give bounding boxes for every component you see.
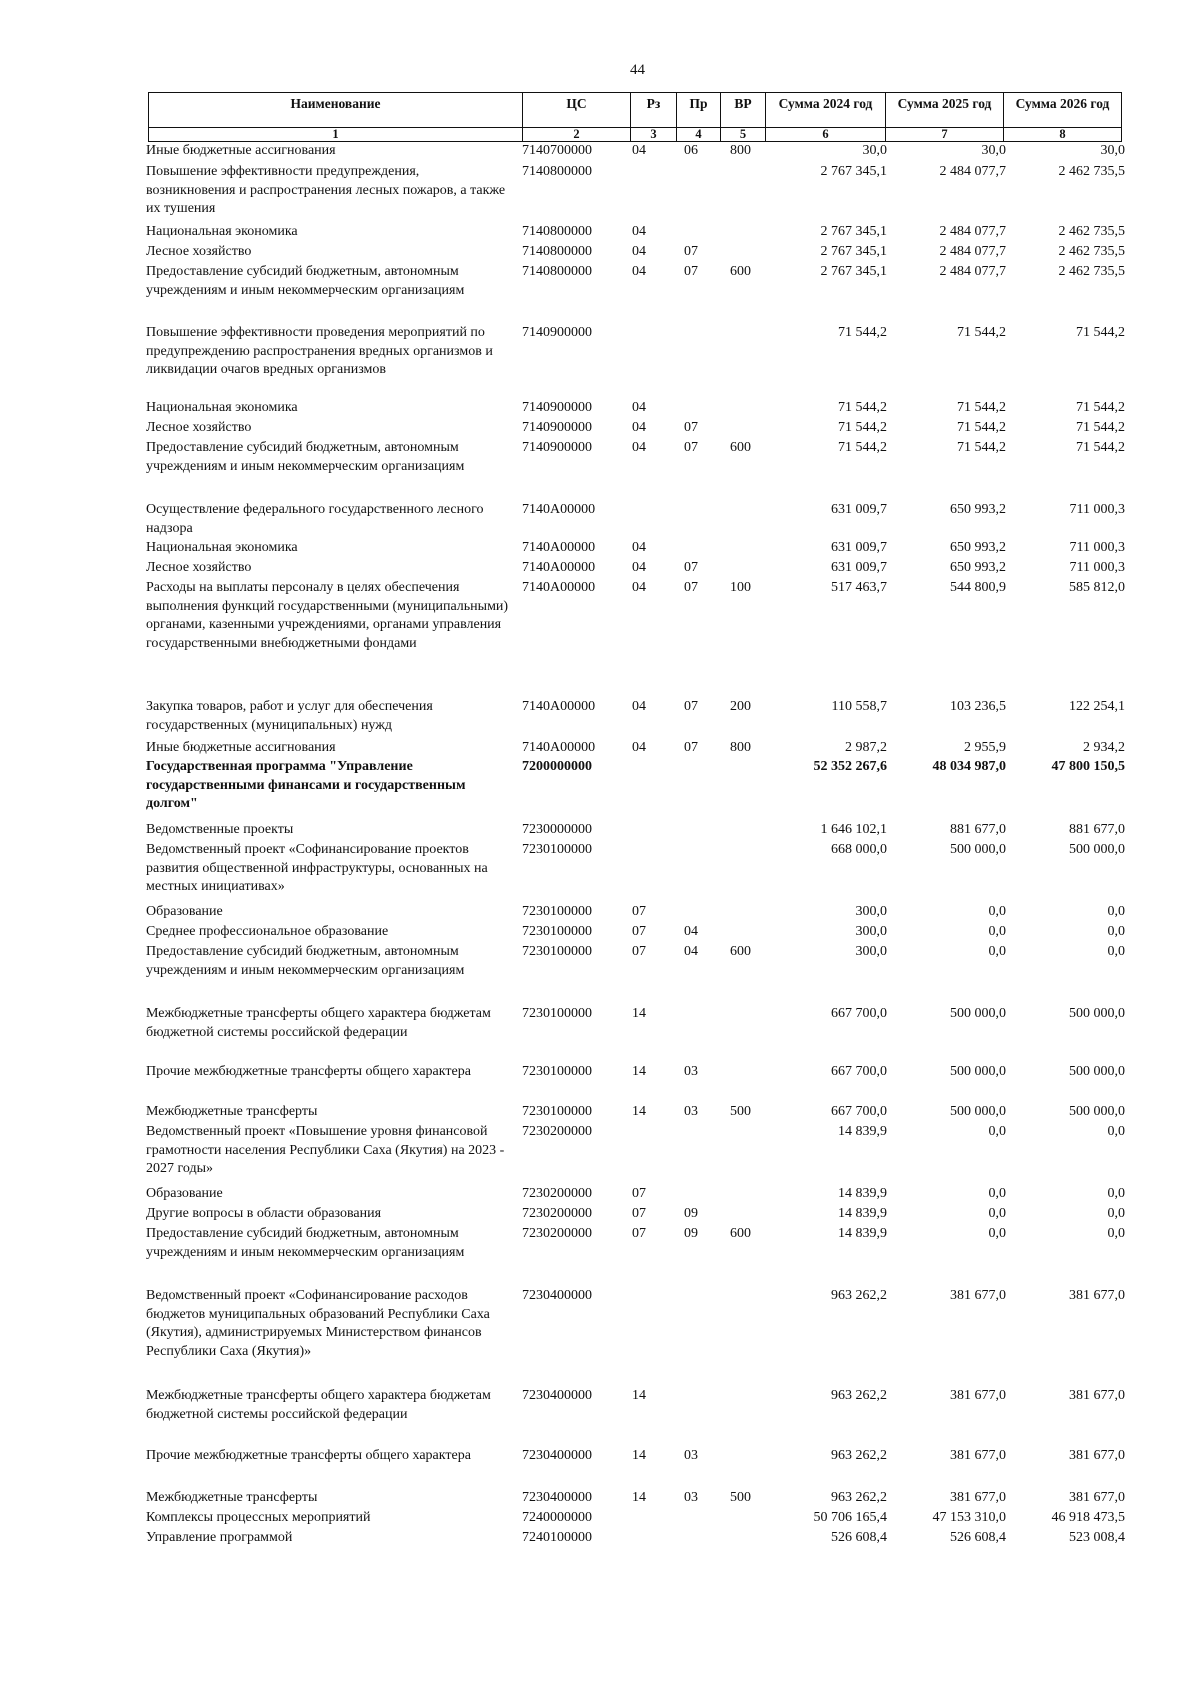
row-sum-2026: 0,0 bbox=[1107, 1186, 1125, 1201]
row-sum-2026: 0,0 bbox=[1107, 1206, 1125, 1221]
row-rz: 04 bbox=[632, 740, 646, 755]
row-sum-2026: 523 008,4 bbox=[1069, 1530, 1125, 1545]
row-pr: 09 bbox=[684, 1206, 698, 1221]
row-rz: 07 bbox=[632, 1226, 646, 1241]
row-sum-2026: 0,0 bbox=[1107, 924, 1125, 939]
header-vr: ВР bbox=[721, 93, 766, 128]
row-sum-2024: 30,0 bbox=[862, 143, 887, 158]
row-name: Другие вопросы в области образования bbox=[146, 1206, 382, 1221]
row-name: Иные бюджетные ассигнования bbox=[146, 143, 336, 158]
row-pr: 07 bbox=[684, 420, 698, 435]
row-pr: 03 bbox=[684, 1448, 698, 1463]
row-cs: 7140800000 bbox=[522, 244, 592, 259]
row-sum-2025: 71 544,2 bbox=[957, 440, 1006, 455]
row-sum-2026: 2 462 735,5 bbox=[1058, 244, 1125, 259]
row-sum-2024: 71 544,2 bbox=[838, 440, 887, 455]
row-rz: 07 bbox=[632, 924, 646, 939]
row-name: Межбюджетные трансферты общего характера бюджетам бюджетной системы российской федерации bbox=[146, 1388, 491, 1422]
row-name: Управление программой bbox=[146, 1530, 293, 1545]
header-sum-2024: Сумма 2024 год bbox=[766, 93, 886, 128]
row-name: Межбюджетные трансферты общего характера бюджетам бюджетной системы российской федерации bbox=[146, 1006, 491, 1040]
row-cs: 7140A00000 bbox=[522, 699, 596, 714]
row-cs: 7230100000 bbox=[522, 904, 592, 919]
row-vr: 800 bbox=[730, 143, 751, 158]
row-sum-2025: 500 000,0 bbox=[950, 1064, 1006, 1079]
row-sum-2025: 0,0 bbox=[988, 904, 1006, 919]
row-sum-2025: 0,0 bbox=[988, 924, 1006, 939]
row-sum-2025: 500 000,0 bbox=[950, 1104, 1006, 1119]
row-name: Расходы на выплаты персоналу в целях обеспечения выполнения функций государственными (муниципальными) органами, казенными учреждениями, органами управления государственными внебюджетными фондами bbox=[146, 580, 509, 651]
row-rz: 04 bbox=[632, 420, 646, 435]
row-sum-2025: 650 993,2 bbox=[950, 560, 1006, 575]
row-sum-2026: 71 544,2 bbox=[1076, 400, 1125, 415]
row-name: Образование bbox=[146, 1186, 223, 1201]
row-sum-2026: 2 934,2 bbox=[1083, 740, 1125, 755]
header-name: Наименование bbox=[149, 93, 523, 128]
row-name: Комплексы процессных мероприятий bbox=[146, 1510, 371, 1525]
row-sum-2024: 963 262,2 bbox=[831, 1448, 887, 1463]
row-name: Повышение эффективности предупреждения, возникновения и распространения лесных пожаров, а также их тушения bbox=[146, 164, 506, 216]
row-sum-2025: 2 484 077,7 bbox=[939, 224, 1006, 239]
row-sum-2024: 526 608,4 bbox=[831, 1530, 887, 1545]
row-name: Ведомственный проект «Софинансирование расходов бюджетов муниципальных образований Республики Саха (Якутия), администрируемых Министерством финансов Республики Саха (Якутия)» bbox=[146, 1288, 490, 1359]
row-sum-2025: 2 484 077,7 bbox=[939, 244, 1006, 259]
row-cs: 7230100000 bbox=[522, 944, 592, 959]
header-rz: Рз bbox=[631, 93, 677, 128]
row-cs: 7140700000 bbox=[522, 143, 592, 158]
row-cs: 7230200000 bbox=[522, 1206, 592, 1221]
header-num-8: 8 bbox=[1004, 128, 1122, 142]
row-sum-2026: 711 000,3 bbox=[1069, 502, 1125, 517]
row-cs: 7240000000 bbox=[522, 1510, 592, 1525]
row-vr: 200 bbox=[730, 699, 751, 714]
header-num-3: 3 bbox=[631, 128, 677, 142]
row-name: Ведомственный проект «Софинансирование проектов развития общественной инфраструктуры, основанных на местных инициативах» bbox=[146, 842, 488, 894]
row-sum-2024: 631 009,7 bbox=[831, 560, 887, 575]
row-cs: 7140800000 bbox=[522, 164, 592, 179]
row-cs: 7230000000 bbox=[522, 822, 592, 837]
row-name: Национальная экономика bbox=[146, 540, 298, 555]
row-sum-2024: 667 700,0 bbox=[831, 1104, 887, 1119]
row-cs: 7230100000 bbox=[522, 1104, 592, 1119]
header-num-6: 6 bbox=[766, 128, 886, 142]
row-cs: 7140900000 bbox=[522, 440, 592, 455]
row-cs: 7140800000 bbox=[522, 224, 592, 239]
row-rz: 04 bbox=[632, 560, 646, 575]
row-sum-2026: 71 544,2 bbox=[1076, 440, 1125, 455]
row-rz: 14 bbox=[632, 1388, 646, 1403]
row-sum-2026: 2 462 735,5 bbox=[1058, 224, 1125, 239]
row-name: Образование bbox=[146, 904, 223, 919]
row-vr: 100 bbox=[730, 580, 751, 595]
row-sum-2025: 47 153 310,0 bbox=[932, 1510, 1006, 1525]
row-rz: 04 bbox=[632, 540, 646, 555]
row-cs: 7140900000 bbox=[522, 420, 592, 435]
row-sum-2026: 0,0 bbox=[1107, 904, 1125, 919]
row-sum-2024: 71 544,2 bbox=[838, 420, 887, 435]
row-sum-2024: 300,0 bbox=[855, 904, 887, 919]
row-pr: 07 bbox=[684, 264, 698, 279]
row-sum-2025: 2 955,9 bbox=[964, 740, 1006, 755]
row-sum-2026: 47 800 150,5 bbox=[1051, 759, 1125, 774]
row-sum-2026: 122 254,1 bbox=[1069, 699, 1125, 714]
row-sum-2024: 300,0 bbox=[855, 924, 887, 939]
row-cs: 7230200000 bbox=[522, 1226, 592, 1241]
row-name: Предоставление субсидий бюджетным, автономным учреждениям и иным некоммерческим организациям bbox=[146, 264, 465, 298]
row-pr: 03 bbox=[684, 1064, 698, 1079]
row-sum-2024: 52 352 267,6 bbox=[813, 759, 887, 774]
row-pr: 04 bbox=[684, 924, 698, 939]
row-sum-2026: 0,0 bbox=[1107, 944, 1125, 959]
row-sum-2025: 0,0 bbox=[988, 1186, 1006, 1201]
row-name: Ведомственные проекты bbox=[146, 822, 294, 837]
row-rz: 14 bbox=[632, 1490, 646, 1505]
row-name: Предоставление субсидий бюджетным, автономным учреждениям и иным некоммерческим организациям bbox=[146, 1226, 465, 1260]
row-sum-2025: 0,0 bbox=[988, 1124, 1006, 1139]
row-pr: 07 bbox=[684, 740, 698, 755]
row-sum-2025: 0,0 bbox=[988, 1226, 1006, 1241]
header-num-7: 7 bbox=[886, 128, 1004, 142]
row-sum-2024: 71 544,2 bbox=[838, 325, 887, 340]
row-name: Предоставление субсидий бюджетным, автономным учреждениям и иным некоммерческим организациям bbox=[146, 944, 465, 978]
row-cs: 7230100000 bbox=[522, 842, 592, 857]
row-cs: 7140A00000 bbox=[522, 540, 596, 555]
row-name: Прочие межбюджетные трансферты общего характера bbox=[146, 1064, 471, 1079]
row-sum-2024: 300,0 bbox=[855, 944, 887, 959]
row-vr: 600 bbox=[730, 440, 751, 455]
row-sum-2026: 71 544,2 bbox=[1076, 420, 1125, 435]
row-sum-2024: 50 706 165,4 bbox=[813, 1510, 887, 1525]
row-sum-2026: 711 000,3 bbox=[1069, 560, 1125, 575]
row-vr: 600 bbox=[730, 1226, 751, 1241]
row-sum-2026: 0,0 bbox=[1107, 1226, 1125, 1241]
row-vr: 600 bbox=[730, 264, 751, 279]
header-num-1: 1 bbox=[149, 128, 523, 142]
header-sum-2025: Сумма 2025 год bbox=[886, 93, 1004, 128]
row-sum-2024: 14 839,9 bbox=[838, 1206, 887, 1221]
row-sum-2025: 103 236,5 bbox=[950, 699, 1006, 714]
row-cs: 7140A00000 bbox=[522, 740, 596, 755]
row-rz: 04 bbox=[632, 440, 646, 455]
row-sum-2025: 544 800,9 bbox=[950, 580, 1006, 595]
row-sum-2025: 381 677,0 bbox=[950, 1448, 1006, 1463]
row-pr: 07 bbox=[684, 244, 698, 259]
row-pr: 09 bbox=[684, 1226, 698, 1241]
row-sum-2024: 963 262,2 bbox=[831, 1288, 887, 1303]
row-rz: 07 bbox=[632, 1186, 646, 1201]
row-rz: 04 bbox=[632, 143, 646, 158]
row-rz: 04 bbox=[632, 400, 646, 415]
row-cs: 7140800000 bbox=[522, 264, 592, 279]
row-sum-2024: 631 009,7 bbox=[831, 502, 887, 517]
row-sum-2026: 500 000,0 bbox=[1069, 1064, 1125, 1079]
row-sum-2025: 526 608,4 bbox=[950, 1530, 1006, 1545]
row-vr: 500 bbox=[730, 1104, 751, 1119]
row-sum-2024: 1 646 102,1 bbox=[820, 822, 887, 837]
row-cs: 7140A00000 bbox=[522, 502, 596, 517]
row-vr: 600 bbox=[730, 944, 751, 959]
row-sum-2026: 0,0 bbox=[1107, 1124, 1125, 1139]
row-sum-2026: 30,0 bbox=[1100, 143, 1125, 158]
row-sum-2025: 48 034 987,0 bbox=[932, 759, 1006, 774]
row-sum-2024: 631 009,7 bbox=[831, 540, 887, 555]
row-sum-2026: 585 812,0 bbox=[1069, 580, 1125, 595]
row-name: Межбюджетные трансферты bbox=[146, 1104, 318, 1119]
row-sum-2025: 500 000,0 bbox=[950, 842, 1006, 857]
row-name: Лесное хозяйство bbox=[146, 560, 252, 575]
row-sum-2024: 963 262,2 bbox=[831, 1490, 887, 1505]
row-vr: 500 bbox=[730, 1490, 751, 1505]
row-pr: 06 bbox=[684, 143, 698, 158]
row-cs: 7240100000 bbox=[522, 1530, 592, 1545]
row-sum-2024: 2 767 345,1 bbox=[820, 264, 887, 279]
row-name: Ведомственный проект «Повышение уровня финансовой грамотности населения Республики Саха (Якутия) на 2023 - 2027 годы» bbox=[146, 1124, 505, 1176]
row-name: Закупка товаров, работ и услуг для обеспечения государственных (муниципальных) нужд bbox=[146, 699, 433, 733]
row-pr: 07 bbox=[684, 699, 698, 714]
row-rz: 07 bbox=[632, 904, 646, 919]
row-cs: 7200000000 bbox=[522, 759, 592, 774]
row-cs: 7140900000 bbox=[522, 400, 592, 415]
row-sum-2024: 14 839,9 bbox=[838, 1186, 887, 1201]
row-rz: 04 bbox=[632, 244, 646, 259]
row-sum-2025: 0,0 bbox=[988, 944, 1006, 959]
row-sum-2026: 500 000,0 bbox=[1069, 1006, 1125, 1021]
row-cs: 7230400000 bbox=[522, 1288, 592, 1303]
row-cs: 7140A00000 bbox=[522, 560, 596, 575]
row-pr: 07 bbox=[684, 580, 698, 595]
row-cs: 7230400000 bbox=[522, 1490, 592, 1505]
row-rz: 07 bbox=[632, 1206, 646, 1221]
row-sum-2025: 71 544,2 bbox=[957, 325, 1006, 340]
row-sum-2026: 500 000,0 bbox=[1069, 842, 1125, 857]
row-sum-2025: 881 677,0 bbox=[950, 822, 1006, 837]
row-pr: 04 bbox=[684, 944, 698, 959]
row-sum-2026: 2 462 735,5 bbox=[1058, 164, 1125, 179]
row-sum-2025: 2 484 077,7 bbox=[939, 264, 1006, 279]
row-sum-2025: 71 544,2 bbox=[957, 420, 1006, 435]
row-sum-2026: 381 677,0 bbox=[1069, 1388, 1125, 1403]
row-sum-2026: 2 462 735,5 bbox=[1058, 264, 1125, 279]
row-pr: 07 bbox=[684, 440, 698, 455]
row-name: Национальная экономика bbox=[146, 400, 298, 415]
row-rz: 14 bbox=[632, 1006, 646, 1021]
row-sum-2025: 650 993,2 bbox=[950, 540, 1006, 555]
row-pr: 07 bbox=[684, 560, 698, 575]
row-rz: 14 bbox=[632, 1064, 646, 1079]
row-name: Осуществление федерального государственного лесного надзора bbox=[146, 502, 484, 536]
header-num-5: 5 bbox=[721, 128, 766, 142]
row-name: Межбюджетные трансферты bbox=[146, 1490, 318, 1505]
row-sum-2025: 381 677,0 bbox=[950, 1288, 1006, 1303]
row-name: Иные бюджетные ассигнования bbox=[146, 740, 336, 755]
row-sum-2025: 500 000,0 bbox=[950, 1006, 1006, 1021]
row-cs: 7230200000 bbox=[522, 1186, 592, 1201]
row-cs: 7230200000 bbox=[522, 1124, 592, 1139]
row-sum-2024: 667 700,0 bbox=[831, 1064, 887, 1079]
row-name: Повышение эффективности проведения мероприятий по предупреждению распространения вредных организмов и ликвидации очагов вредных организмов bbox=[146, 325, 493, 377]
row-name: Лесное хозяйство bbox=[146, 420, 252, 435]
row-pr: 03 bbox=[684, 1104, 698, 1119]
row-rz: 14 bbox=[632, 1104, 646, 1119]
row-sum-2024: 963 262,2 bbox=[831, 1388, 887, 1403]
row-sum-2024: 2 987,2 bbox=[845, 740, 887, 755]
row-sum-2025: 381 677,0 bbox=[950, 1490, 1006, 1505]
row-sum-2026: 46 918 473,5 bbox=[1051, 1510, 1125, 1525]
row-cs: 7140A00000 bbox=[522, 580, 596, 595]
row-rz: 04 bbox=[632, 699, 646, 714]
row-sum-2024: 2 767 345,1 bbox=[820, 244, 887, 259]
page-number-text: 44 bbox=[630, 62, 645, 78]
row-cs: 7230400000 bbox=[522, 1448, 592, 1463]
row-name: Национальная экономика bbox=[146, 224, 298, 239]
row-vr: 800 bbox=[730, 740, 751, 755]
row-cs: 7230100000 bbox=[522, 924, 592, 939]
row-rz: 04 bbox=[632, 264, 646, 279]
row-rz: 04 bbox=[632, 580, 646, 595]
row-sum-2024: 71 544,2 bbox=[838, 400, 887, 415]
row-sum-2026: 881 677,0 bbox=[1069, 822, 1125, 837]
row-sum-2025: 0,0 bbox=[988, 1206, 1006, 1221]
row-rz: 14 bbox=[632, 1448, 646, 1463]
row-cs: 7230400000 bbox=[522, 1388, 592, 1403]
row-name: Прочие межбюджетные трансферты общего характера bbox=[146, 1448, 471, 1463]
header-cs: ЦС bbox=[523, 93, 631, 128]
row-sum-2025: 2 484 077,7 bbox=[939, 164, 1006, 179]
row-rz: 04 bbox=[632, 224, 646, 239]
row-sum-2025: 650 993,2 bbox=[950, 502, 1006, 517]
row-rz: 07 bbox=[632, 944, 646, 959]
row-sum-2024: 517 463,7 bbox=[831, 580, 887, 595]
row-sum-2024: 2 767 345,1 bbox=[820, 224, 887, 239]
row-sum-2024: 110 558,7 bbox=[831, 699, 887, 714]
row-sum-2024: 668 000,0 bbox=[831, 842, 887, 857]
row-pr: 03 bbox=[684, 1490, 698, 1505]
row-name: Предоставление субсидий бюджетным, автономным учреждениям и иным некоммерческим организациям bbox=[146, 440, 465, 474]
row-sum-2026: 381 677,0 bbox=[1069, 1288, 1125, 1303]
row-name: Среднее профессиональное образование bbox=[146, 924, 389, 939]
row-cs: 7230100000 bbox=[522, 1064, 592, 1079]
header-pr: Пр bbox=[677, 93, 721, 128]
row-sum-2024: 2 767 345,1 bbox=[820, 164, 887, 179]
row-sum-2026: 71 544,2 bbox=[1076, 325, 1125, 340]
row-sum-2026: 500 000,0 bbox=[1069, 1104, 1125, 1119]
row-sum-2024: 14 839,9 bbox=[838, 1124, 887, 1139]
row-sum-2026: 711 000,3 bbox=[1069, 540, 1125, 555]
header-sum-2026: Сумма 2026 год bbox=[1004, 93, 1122, 128]
row-cs: 7230100000 bbox=[522, 1006, 592, 1021]
row-cs: 7140900000 bbox=[522, 325, 592, 340]
row-sum-2026: 381 677,0 bbox=[1069, 1490, 1125, 1505]
header-num-4: 4 bbox=[677, 128, 721, 142]
row-sum-2024: 667 700,0 bbox=[831, 1006, 887, 1021]
row-sum-2025: 381 677,0 bbox=[950, 1388, 1006, 1403]
row-sum-2025: 71 544,2 bbox=[957, 400, 1006, 415]
row-sum-2025: 30,0 bbox=[981, 143, 1006, 158]
row-name: Государственная программа "Управление государственными финансами и государственным долгом" bbox=[146, 759, 466, 811]
row-sum-2024: 14 839,9 bbox=[838, 1226, 887, 1241]
row-name: Лесное хозяйство bbox=[146, 244, 252, 259]
row-sum-2026: 381 677,0 bbox=[1069, 1448, 1125, 1463]
header-num-2: 2 bbox=[523, 128, 631, 142]
